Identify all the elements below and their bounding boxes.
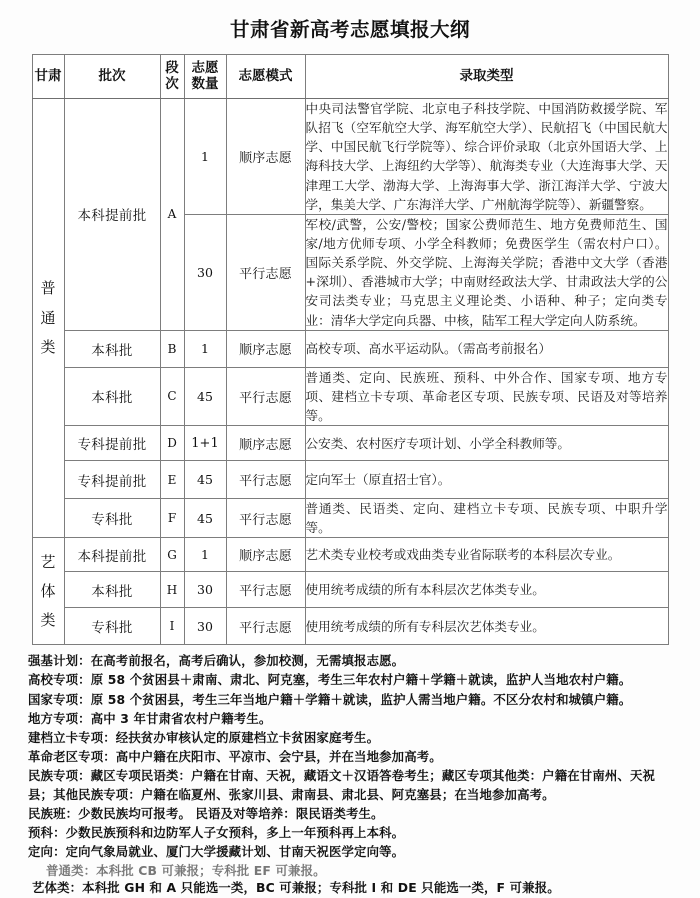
table-header-row: [32, 55, 668, 99]
batch-cell: 本科提前批: [64, 99, 160, 331]
note-line: 定向：定向气象局就业、厦门大学援藏计划、甘南天祝医学定向等。: [28, 844, 405, 860]
type-cell: 定向军士（原直招士官）。: [305, 461, 668, 499]
note-line: 民族专项：藏区专项民语类：户籍在甘南、天祝，藏语文＋汉语答卷考生；藏区专项其他类：户籍在甘南州、天祝县；其他民族专项：户籍在临夏州、张家川县、肃南县、肃北县、阿克塞县；在当地参加高考。: [28, 767, 656, 803]
note-line: 国家专项：原 58 个贫困县，考生三年当地户籍＋学籍＋就读，监护人需当地户籍。不区分农村和城镇户籍。: [28, 691, 632, 707]
type-cell: 军校/武警，公安/警校；国家公费师范生、地方免费师范生、国家/地方优师专项、小学全科教师；免费医学生（需农村户口）。国际关系学院、外交学院、上海海关学院；香港中文大学（香港+深圳）、香港城市大学；中南财经政法大学、甘肃政法大学的公安司法类专业；马克思主义理论类、小语种、种子；定向类专业：清华大学定向兵器、中核，陆军工程大学定向人防系统。: [305, 214, 668, 330]
table-row: [32, 538, 668, 572]
segment-cell: H: [160, 572, 184, 608]
segment-cell: C: [160, 367, 184, 425]
segment-cell: F: [160, 499, 184, 538]
batch-cell: 专科批: [64, 499, 160, 538]
mode-cell: 平行志愿: [226, 367, 305, 425]
page-title: 甘肃省新高考志愿填报大纲: [229, 18, 470, 41]
segment-cell: I: [160, 608, 184, 645]
batch-cell: 本科批: [64, 330, 160, 367]
notes-section: [20, 645, 680, 897]
mode-cell: 顺序志愿: [226, 99, 305, 215]
segment-cell: E: [160, 461, 184, 499]
note-line: 地方专项：高中 3 年甘肃省农村户籍考生。: [28, 710, 272, 726]
enrollment-outline-table: [32, 54, 669, 645]
table-row: [32, 499, 668, 538]
type-cell: 艺术类专业校考或戏曲类专业省际联考的本科层次专业。: [305, 538, 668, 572]
mode-cell: 平行志愿: [226, 499, 305, 538]
quantity-cell: 1: [184, 538, 226, 572]
segment-cell: A: [160, 99, 184, 331]
mode-cell: 平行志愿: [226, 214, 305, 330]
group-label-general: 普 通 类: [32, 99, 64, 538]
quantity-cell: 30: [184, 572, 226, 608]
table-row: [32, 608, 668, 645]
mode-cell: 顺序志愿: [226, 330, 305, 367]
header-type: 录取类型: [305, 55, 668, 99]
table-row: [32, 426, 668, 461]
note-line: 建档立卡专项：经扶贫办审核认定的原建档立卡贫困家庭考生。: [28, 729, 380, 745]
header-batch: 批次: [64, 55, 160, 99]
table-row: [32, 330, 668, 367]
type-cell: 高校专项、高水平运动队。（需高考前报名）: [305, 330, 668, 367]
type-cell: 公安类、农村医疗专项计划、小学全科教师等。: [305, 426, 668, 461]
type-cell: 中央司法警官学院、北京电子科技学院、中国消防救援学院、军队招飞（空军航空大学、海军航空大学）、民航招飞（中国民航大学、中国民航飞行学院等）、综合评价录取（北京外国语大学、上海科技大学、上海纽约大学等）、航海类专业（大连海事大学、天津理工大学、渤海大学、上海海事大学、浙江海洋大学、宁波大学，集美大学、广东海洋大学、广州航海学院等）、新疆警察。: [305, 99, 668, 215]
batch-cell: 本科批: [64, 572, 160, 608]
type-cell: 普通类、定向、民族班、预科、中外合作、国家专项、地方专项、建档立卡专项、革命老区专项、民族专项、民语及对等培养等。: [305, 367, 668, 425]
note-line: 预科：少数民族预科和边防军人子女预科，多上一年预科再上本科。: [28, 825, 405, 841]
note-line-arts-sports-rule: 艺体类：本科批 GH 和 A 只能选一类，BC 可兼报；专科批 I 和 DE 只能选一类，F 可兼报。: [32, 880, 560, 896]
header-region: 甘肃: [32, 55, 64, 99]
mode-cell: 平行志愿: [226, 608, 305, 645]
table-row: [32, 572, 668, 608]
quantity-cell: 45: [184, 367, 226, 425]
batch-cell: 本科批: [64, 367, 160, 425]
type-cell: 普通类、民语类、定向、建档立卡专项、民族专项、中职升学等。: [305, 499, 668, 538]
quantity-cell: 30: [184, 214, 226, 330]
mode-cell: 顺序志愿: [226, 538, 305, 572]
batch-cell: 本科提前批: [64, 538, 160, 572]
batch-cell: 专科提前批: [64, 426, 160, 461]
quantity-cell: 45: [184, 461, 226, 499]
quantity-cell: 30: [184, 608, 226, 645]
header-mode: 志愿模式: [226, 55, 305, 99]
table-row: [32, 461, 668, 499]
group-label-arts-sports: 艺 体 类: [32, 538, 64, 645]
batch-cell: 专科提前批: [64, 461, 160, 499]
note-line: 民族班：少数民族均可报考。 民语及对等培养：限民语类考生。: [28, 806, 384, 822]
table-row: [32, 367, 668, 425]
segment-cell: D: [160, 426, 184, 461]
segment-cell: B: [160, 330, 184, 367]
clipped-note-line: 普通类：本科批 CB 可兼报；专科批 EF 可兼报。: [46, 863, 326, 878]
quantity-cell: 1+1: [184, 426, 226, 461]
quantity-cell: 45: [184, 499, 226, 538]
note-line: 革命老区专项：高中户籍在庆阳市、平凉市、会宁县，并在当地参加高考。: [28, 748, 442, 764]
quantity-cell: 1: [184, 99, 226, 215]
mode-cell: 顺序志愿: [226, 426, 305, 461]
mode-cell: 平行志愿: [226, 572, 305, 608]
note-line: 高校专项：原 58 个贫困县＋肃南、肃北、阿克塞，考生三年农村户籍＋学籍＋就读，监护人当地农村户籍。: [28, 672, 632, 688]
segment-cell: G: [160, 538, 184, 572]
header-quantity: 志愿 数量: [184, 55, 226, 99]
quantity-cell: 1: [184, 330, 226, 367]
table-row: [32, 99, 668, 215]
type-cell: 使用统考成绩的所有本科层次艺体类专业。: [305, 572, 668, 608]
batch-cell: 专科批: [64, 608, 160, 645]
header-segment: 段 次: [160, 55, 184, 99]
note-line: 强基计划：在高考前报名，高考后确认，参加校测，无需填报志愿。: [28, 653, 405, 669]
mode-cell: 平行志愿: [226, 461, 305, 499]
type-cell: 使用统考成绩的所有专科层次艺体类专业。: [305, 608, 668, 645]
